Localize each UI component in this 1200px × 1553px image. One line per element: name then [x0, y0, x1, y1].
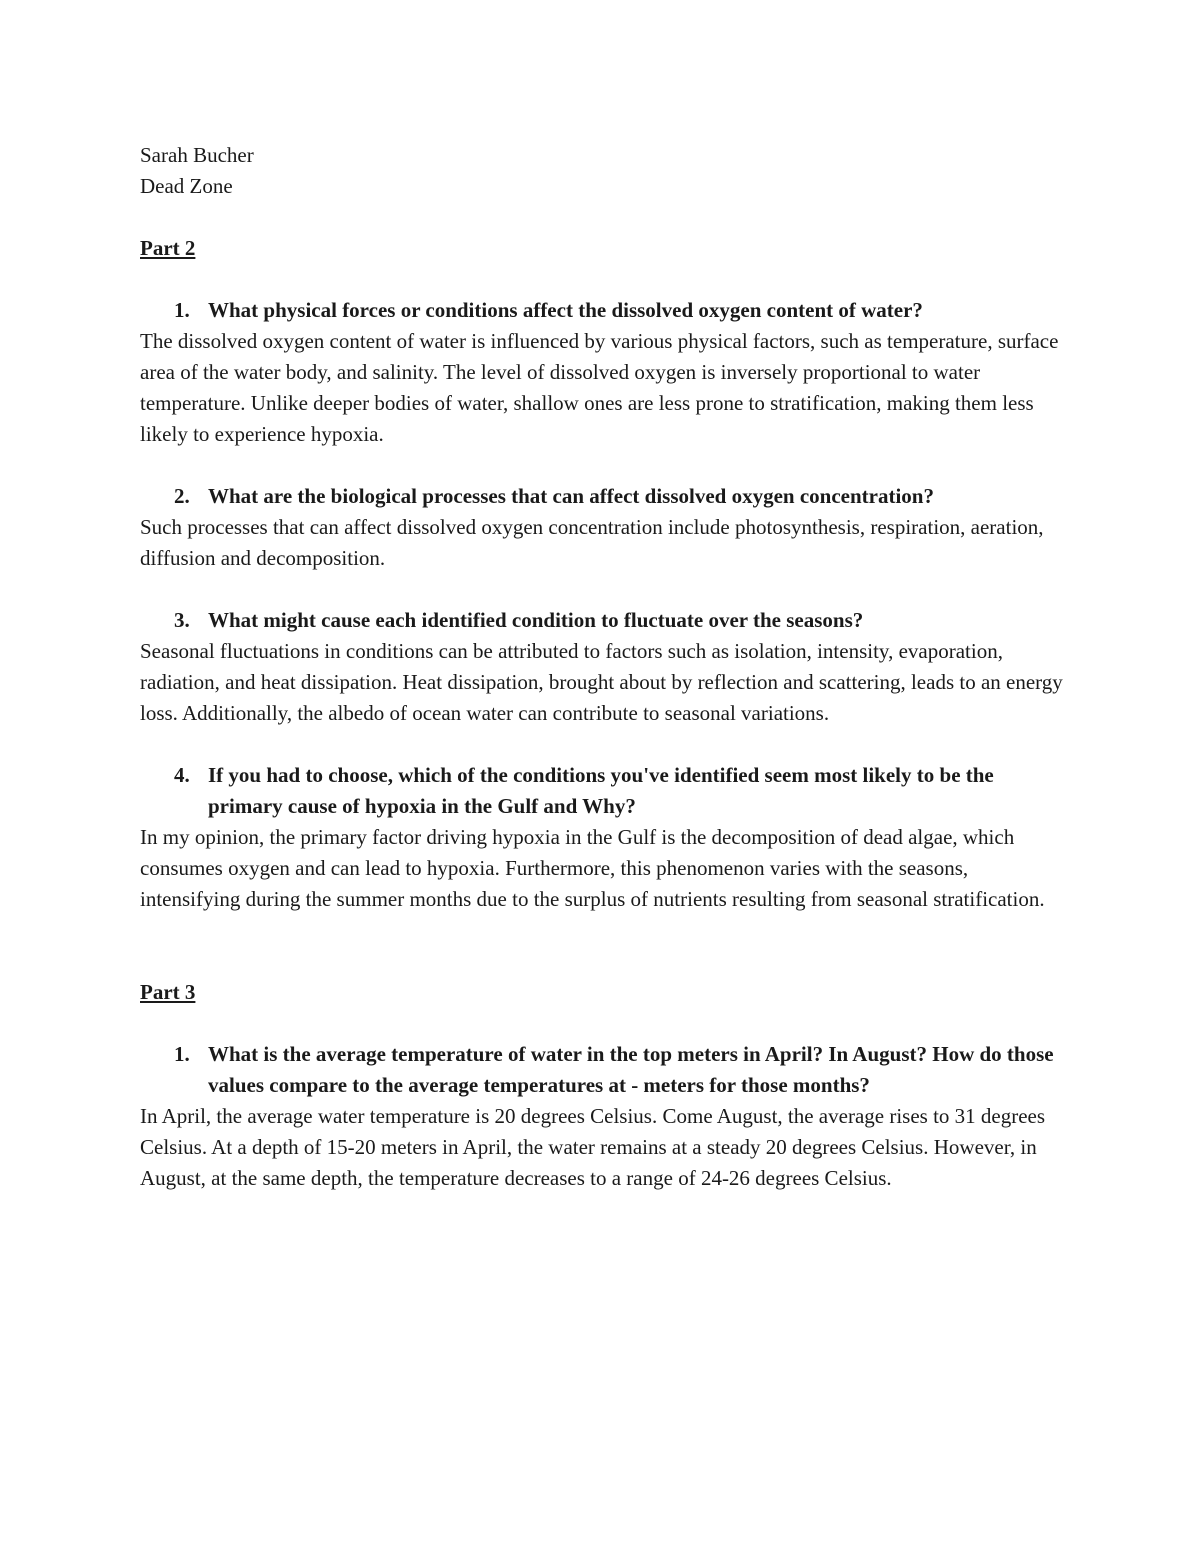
part2-question-4: [140, 760, 1070, 822]
part2-answer-3: Seasonal fluctuations in conditions can be attributed to factors such as isolation, intensity, evaporation, radiation, and heat dissipation. Heat dissipation, brought about by reflection and scattering, leads to an energy loss. Additionally, the albedo of ocean water can contribute to seasonal variations.: [140, 639, 1063, 725]
author-name: Sarah Bucher: [140, 143, 254, 167]
part3-question-1: [140, 1039, 1070, 1101]
question-number: 3.: [174, 608, 190, 632]
part3-answer-1: In April, the average water temperature is 20 degrees Celsius. Come August, the average rises to 31 degrees Celsius. At a depth of 15-20 meters in April, the water remains at a steady 20 degrees Celsius. However, in August, at the same depth, the temperature decreases to a range of 24-26 degrees Celsius.: [140, 1104, 1046, 1190]
part2-answer-1: The dissolved oxygen content of water is influenced by various physical factors, such as temperature, surface area of the water body, and salinity. The level of dissolved oxygen is inversely proportional to water temperature. Unlike deeper bodies of water, shallow ones are less prone to stratification, making them less likely to experience hypoxia.: [140, 329, 1059, 446]
question-text: What physical forces or conditions affect the dissolved oxygen content of water?: [208, 298, 923, 322]
question-text: What might cause each identified condition to fluctuate over the seasons?: [208, 608, 864, 632]
question-text: What is the average temperature of water in the top meters in April? In August? How do those values compare to the average temperatures at - meters for those months?: [208, 1042, 1054, 1097]
part2-question-3: [140, 605, 1070, 636]
question-number: 2.: [174, 484, 190, 508]
part2-question-2: [140, 481, 1070, 512]
part2-answer-2: Such processes that can affect dissolved oxygen concentration include photosynthesis, respiration, aeration, diffusion and decomposition.: [140, 515, 1044, 570]
question-text: If you had to choose, which of the conditions you've identified seem most likely to be the primary cause of hypoxia in the Gulf and Why?: [208, 763, 994, 818]
question-number: 4.: [174, 763, 190, 787]
part-2-heading: Part 2: [140, 236, 196, 260]
part-3-heading: Part 3: [140, 980, 196, 1004]
part2-question-1: [140, 295, 1070, 326]
question-text: What are the biological processes that can affect dissolved oxygen concentration?: [208, 484, 934, 508]
question-number: 1.: [174, 1042, 190, 1066]
document-title: Dead Zone: [140, 174, 233, 198]
part2-answer-4: In my opinion, the primary factor driving hypoxia in the Gulf is the decomposition of dead algae, which consumes oxygen and can lead to hypoxia. Furthermore, this phenomenon varies with the seasons, intensifying during the summer months due to the surplus of nutrients resulting from seasonal stratification.: [140, 825, 1045, 911]
question-number: 1.: [174, 298, 190, 322]
document-page: [140, 140, 1070, 1194]
